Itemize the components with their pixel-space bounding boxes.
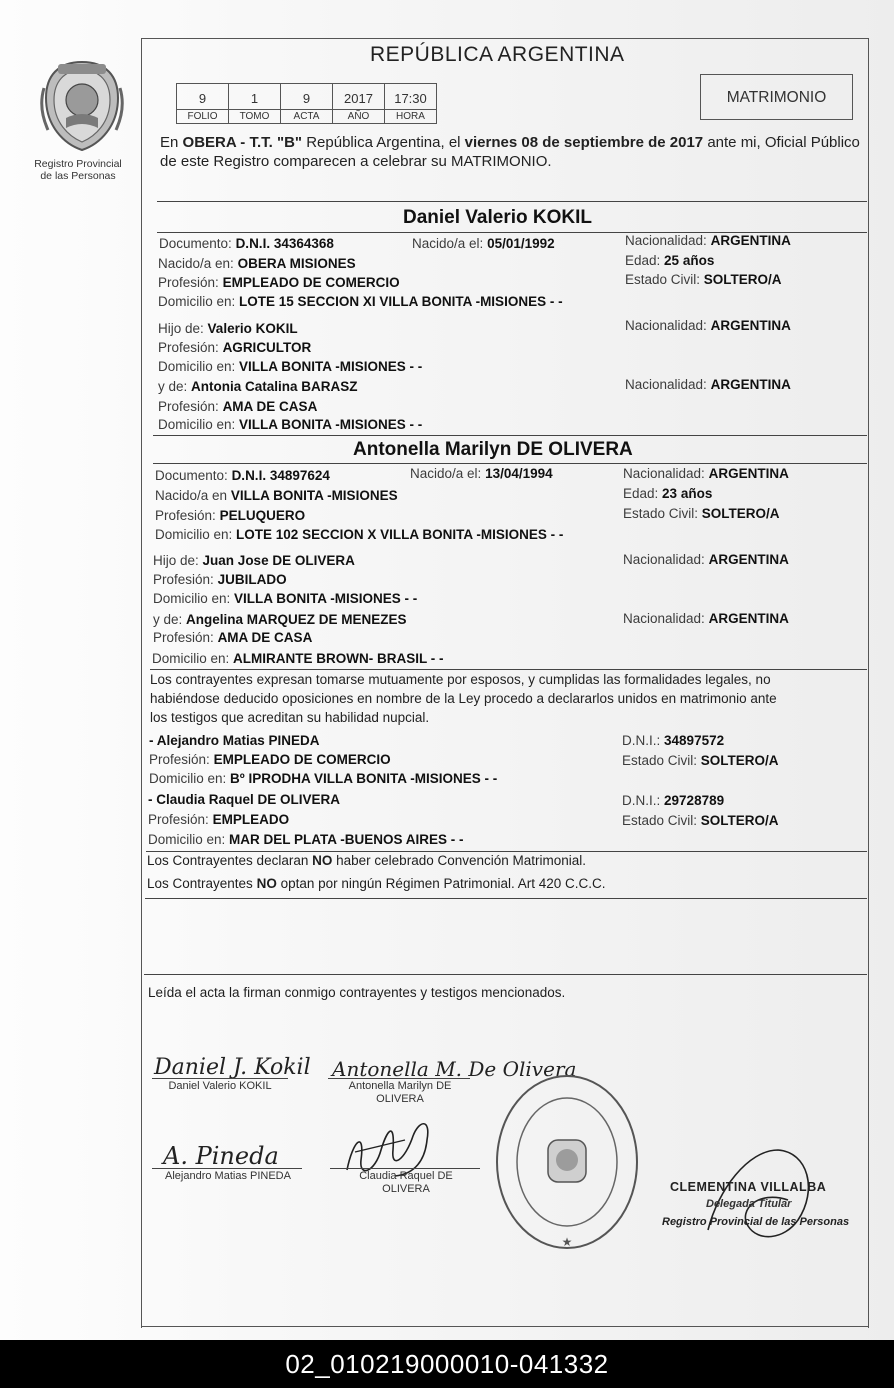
signature-name-line: Antonella Marilyn DE <box>348 1080 452 1092</box>
spouse2-domicilio <box>155 527 563 543</box>
field-label: Nacionalidad: <box>623 466 705 481</box>
field-label: Profesión: <box>153 630 214 645</box>
witness1-dni <box>622 733 724 749</box>
spouse1-name: Daniel Valerio KOKIL <box>403 207 592 228</box>
field-value: - Alejandro Matias PINEDA <box>149 733 320 748</box>
witness2-domicilio <box>148 832 464 848</box>
field-label: Hijo de: <box>158 321 204 336</box>
intro-text3: Oficial Público de este Registro comparecen a celebrar su MATRIMONIO. <box>160 134 860 170</box>
anio-value: 2017 <box>333 84 385 110</box>
regime-emphasis: NO <box>256 876 277 891</box>
field-label: Nacido/a en <box>155 488 228 503</box>
field-label: y de: <box>158 379 188 394</box>
spouse1-nacido-el <box>412 236 555 252</box>
field-label: Nacionalidad: <box>625 377 707 392</box>
field-value: SOLTERO/A <box>700 813 779 828</box>
witness1-domicilio <box>149 771 497 787</box>
field-value: AGRICULTOR <box>222 340 312 355</box>
spouse2-name: Antonella Marilyn DE OLIVERA <box>353 439 633 460</box>
field-label: Estado Civil: <box>625 272 701 287</box>
field-value: SOLTERO/A <box>703 272 782 287</box>
field-value: JUBILADO <box>217 572 287 587</box>
witness1-name <box>149 733 320 749</box>
field-value: 23 años <box>662 486 713 501</box>
field-label: Documento: <box>159 236 232 251</box>
regime-line2 <box>147 876 606 892</box>
field-label: Domicilio en: <box>158 359 236 374</box>
svg-text:★: ★ <box>561 1235 573 1249</box>
spouse2-mother-nacionalidad <box>623 611 789 627</box>
field-label: Hijo de: <box>153 553 199 568</box>
signature-name-alejandro: Alejandro Matias PINEDA <box>165 1170 291 1182</box>
spouse2-edad <box>623 486 712 502</box>
field-label: Estado Civil: <box>622 813 698 828</box>
spouse1-edad <box>625 253 714 269</box>
regime-line1 <box>147 853 586 869</box>
spouse2-mother-domicilio <box>152 651 444 667</box>
field-value: VILLA BONITA -MISIONES - - <box>234 591 418 606</box>
field-label: Edad: <box>625 253 661 268</box>
document-title: REPÚBLICA ARGENTINA <box>370 43 625 66</box>
spouse1-father <box>158 321 298 337</box>
field-value: D.N.I. 34897624 <box>231 468 330 483</box>
hora-value: 17:30 <box>385 84 437 110</box>
field-label: Profesión: <box>148 812 209 827</box>
spouse2-father-profesion <box>153 572 287 588</box>
field-label: Domicilio en: <box>152 651 230 666</box>
spouse2-father-nacionalidad <box>623 552 789 568</box>
field-label: Profesión: <box>158 399 219 414</box>
field-label: D.N.I.: <box>622 733 661 748</box>
field-value: PELUQUERO <box>219 508 306 523</box>
field-value: VILLA BONITA -MISIONES <box>230 488 398 503</box>
witness2-profesion <box>148 812 289 828</box>
spouse1-mother-domicilio <box>158 417 422 433</box>
spouse1-father-domicilio <box>158 359 422 375</box>
field-value: EMPLEADO DE COMERCIO <box>213 752 391 767</box>
field-label: Nacionalidad: <box>623 611 705 626</box>
registry-table <box>176 83 437 124</box>
field-label: Nacionalidad: <box>623 552 705 567</box>
field-label: Profesión: <box>153 572 214 587</box>
field-value: ARGENTINA <box>710 318 791 333</box>
intro-text1: República Argentina, el <box>306 134 461 151</box>
declaration-paragraph <box>150 670 868 727</box>
spouse1-nacido-en <box>158 256 356 272</box>
field-label: Profesión: <box>149 752 210 767</box>
act-type-box: MATRIMONIO <box>700 74 853 120</box>
folio-value: 9 <box>177 84 229 110</box>
field-value: ARGENTINA <box>710 233 791 248</box>
field-value: ALMIRANTE BROWN- BRASIL - - <box>233 651 444 666</box>
record-frame-bottom <box>141 1326 869 1327</box>
acta-label: ACTA <box>281 110 333 124</box>
regime-emphasis: NO <box>312 853 333 868</box>
acta-value: 9 <box>281 84 333 110</box>
field-value: ARGENTINA <box>708 552 789 567</box>
witness2-name <box>148 792 340 808</box>
signature-name-claudia <box>336 1170 476 1196</box>
tomo-label: TOMO <box>229 110 281 124</box>
signature-line <box>152 1168 302 1169</box>
regime-text: Los Contrayentes <box>147 876 253 891</box>
intro-prefix: En <box>160 134 179 151</box>
declaration-line2: habiéndose deducido oposiciones en nombre de la Ley procedo a declararlos unidos en matrimonio ante <box>150 691 777 706</box>
field-value: VILLA BONITA -MISIONES - - <box>239 359 423 374</box>
signature-name-line: OLIVERA <box>376 1093 424 1105</box>
field-value: OBERA MISIONES <box>237 256 356 271</box>
field-label: Profesión: <box>158 275 219 290</box>
field-label: Nacido/a en: <box>158 256 234 271</box>
witness2-estado-civil <box>622 813 779 829</box>
spouse2-estado-civil <box>623 506 780 522</box>
intro-place: OBERA - T.T. "B" <box>182 134 303 151</box>
field-value: AMA DE CASA <box>222 399 318 414</box>
spouse1-mother <box>158 379 358 395</box>
witness1-profesion <box>149 752 391 768</box>
field-value: D.N.I. 34364368 <box>235 236 334 251</box>
signature-line <box>330 1168 480 1169</box>
field-value: MAR DEL PLATA -BUENOS AIRES - - <box>229 832 464 847</box>
field-value: 13/04/1994 <box>485 466 553 481</box>
field-label: Nacido/a el: <box>412 236 484 251</box>
spouse2-profesion <box>155 508 305 524</box>
spouse1-estado-civil <box>625 272 782 288</box>
field-label: Nacionalidad: <box>625 233 707 248</box>
field-label: y de: <box>153 612 183 627</box>
official-role: Delegada Titular <box>706 1198 792 1210</box>
field-value: AMA DE CASA <box>217 630 313 645</box>
document-code: 02_010219000010-041332 <box>285 1349 609 1379</box>
signature-name-line: Claudia Raquel DE <box>359 1170 453 1182</box>
field-value: 05/01/1992 <box>487 236 555 251</box>
field-value: 25 años <box>664 253 715 268</box>
signature-handwriting: Daniel J. Kokil <box>154 1055 311 1080</box>
intro-paragraph <box>160 133 864 171</box>
spouse2-father <box>153 553 355 569</box>
spouse2-mother <box>153 612 407 628</box>
regime-text: Los Contrayentes declaran <box>147 853 309 868</box>
spouse1-father-nacionalidad <box>625 318 791 334</box>
field-value: LOTE 15 SECCION XI VILLA BONITA -MISIONES - - <box>239 294 563 309</box>
anio-label: AÑO <box>333 110 385 124</box>
tomo-value: 1 <box>229 84 281 110</box>
field-label: Domicilio en: <box>155 527 233 542</box>
field-label: Domicilio en: <box>148 832 226 847</box>
signature-line <box>328 1078 470 1079</box>
divider <box>153 463 867 464</box>
spouse2-nacionalidad <box>623 466 789 482</box>
field-value: ARGENTINA <box>710 377 791 392</box>
spouse1-father-profesion <box>158 340 311 356</box>
crest-caption-line2: de las Personas <box>40 170 116 182</box>
field-value: Angelina MARQUEZ DE MENEZES <box>186 612 407 627</box>
spouse1-nacionalidad <box>625 233 791 249</box>
field-label: Edad: <box>623 486 659 501</box>
field-value: LOTE 102 SECCION X VILLA BONITA -MISIONES - - <box>236 527 564 542</box>
field-value: ARGENTINA <box>708 466 789 481</box>
field-value: SOLTERO/A <box>701 506 780 521</box>
spouse2-documento <box>155 468 330 484</box>
official-stamp <box>648 1130 868 1250</box>
provincial-crest-logo <box>36 58 128 154</box>
field-value: EMPLEADO <box>212 812 290 827</box>
intro-text2: ante mi, <box>707 134 761 151</box>
crest-caption-line1: Registro Provincial <box>34 158 122 170</box>
intro-date: viernes 08 de septiembre de 2017 <box>464 134 704 151</box>
field-label: D.N.I.: <box>622 793 661 808</box>
spouse1-mother-profesion <box>158 399 317 415</box>
field-value: EMPLEADO DE COMERCIO <box>222 275 400 290</box>
regime-text: optan por ningún Régimen Patrimonial. Art 420 C.C.C. <box>280 876 606 891</box>
field-value: VILLA BONITA -MISIONES - - <box>239 417 423 432</box>
signature-line <box>152 1078 288 1079</box>
field-value: Bº IPRODHA VILLA BONITA -MISIONES - - <box>230 771 498 786</box>
divider <box>145 898 867 899</box>
closing-text: Leída el acta la firman conmigo contrayentes y testigos mencionados. <box>148 985 566 1000</box>
registry-seal-stamp <box>492 1070 642 1255</box>
signature-handwriting: A. Pineda <box>163 1142 279 1170</box>
field-value: Juan Jose DE OLIVERA <box>202 553 355 568</box>
field-value: Antonia Catalina BARASZ <box>191 379 358 394</box>
field-label: Domicilio en: <box>153 591 231 606</box>
official-name: CLEMENTINA VILLALBA <box>670 1180 827 1194</box>
divider <box>153 435 867 436</box>
field-label: Domicilio en: <box>158 417 236 432</box>
folio-label: FOLIO <box>177 110 229 124</box>
declaration-line1: Los contrayentes expresan tomarse mutuamente por esposos, y cumplidas las formalidades legales, no <box>150 672 771 687</box>
signature-handwriting: Antonella M. De Olivera <box>332 1057 577 1081</box>
witness1-estado-civil <box>622 753 779 769</box>
field-label: Profesión: <box>158 340 219 355</box>
field-label: Profesión: <box>155 508 216 523</box>
field-label: Domicilio en: <box>158 294 236 309</box>
field-label: Estado Civil: <box>623 506 699 521</box>
spouse2-nacido-el <box>410 466 553 482</box>
field-value: - Claudia Raquel DE OLIVERA <box>148 792 341 807</box>
field-value: 29728789 <box>664 793 725 808</box>
divider <box>144 974 867 975</box>
field-label: Domicilio en: <box>149 771 227 786</box>
field-value: SOLTERO/A <box>700 753 779 768</box>
field-value: ARGENTINA <box>708 611 789 626</box>
spouse1-profesion <box>158 275 400 291</box>
regime-text: haber celebrado Convención Matrimonial. <box>336 853 587 868</box>
field-value: 34897572 <box>664 733 725 748</box>
hora-label: HORA <box>385 110 437 124</box>
field-label: Nacionalidad: <box>625 318 707 333</box>
witness2-dni <box>622 793 724 809</box>
divider <box>157 201 867 202</box>
spouse1-mother-nacionalidad <box>625 377 791 393</box>
official-office: Registro Provincial de las Personas <box>662 1216 850 1228</box>
divider <box>146 851 867 852</box>
field-value: Valerio KOKIL <box>207 321 298 336</box>
spouse1-domicilio <box>158 294 563 310</box>
spouse2-mother-profesion <box>153 630 312 646</box>
field-label: Documento: <box>155 468 228 483</box>
signature-name-line: OLIVERA <box>382 1183 430 1195</box>
spouse2-father-domicilio <box>153 591 417 607</box>
declaration-line3: los testigos que acreditan su habilidad nupcial. <box>150 710 430 725</box>
signature-name-daniel: Daniel Valerio KOKIL <box>168 1080 272 1092</box>
signature-alejandro <box>155 1136 279 1172</box>
crest-caption <box>18 158 138 182</box>
spouse2-nacido-en <box>155 488 398 504</box>
field-label: Nacido/a el: <box>410 466 482 481</box>
field-label: Estado Civil: <box>622 753 698 768</box>
spouse1-documento <box>159 236 334 252</box>
